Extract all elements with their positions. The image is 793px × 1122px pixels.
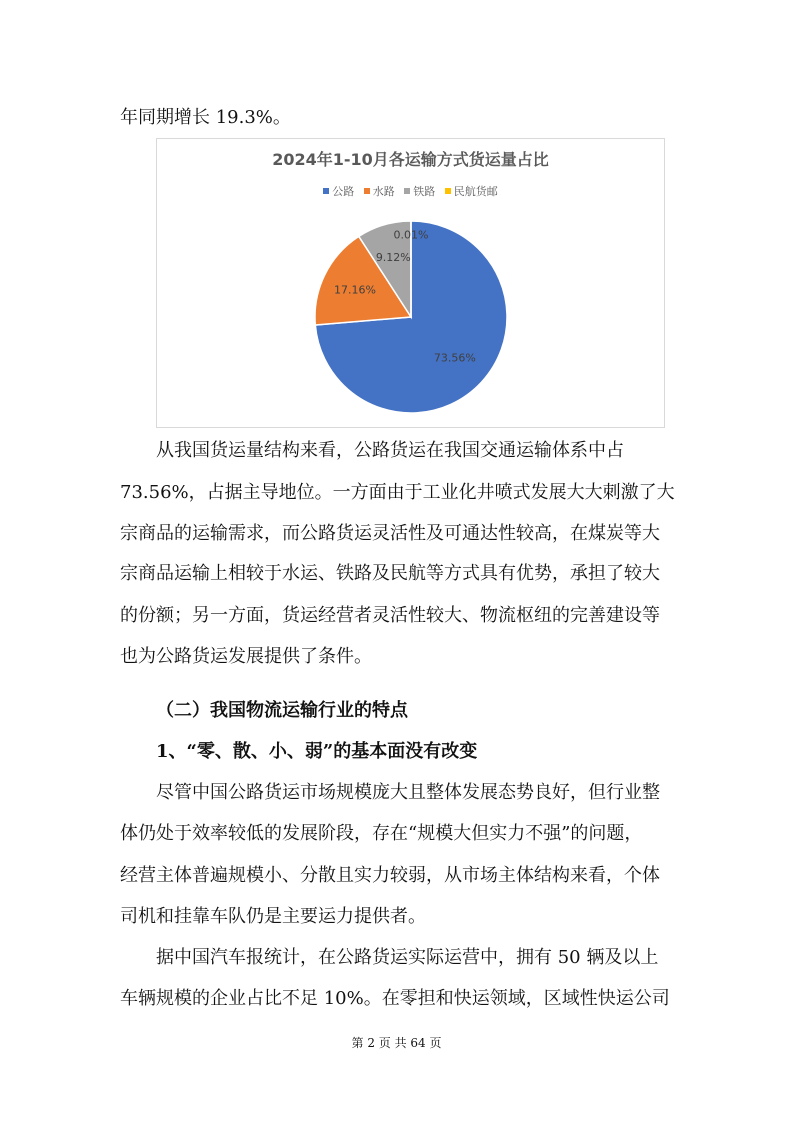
text-line: 车辆规模的企业占比不足 10%。在零担和快运领域，区域性快运公司 <box>120 988 670 1009</box>
subsection-heading: 1、“零、散、小、弱”的基本面没有改变 <box>156 741 478 762</box>
legend-label: 水路 <box>372 185 395 198</box>
pie-data-label: 73.56% <box>433 351 476 365</box>
section-heading: （二）我国物流运输行业的特点 <box>156 700 408 721</box>
text-line: 从我国货运量结构来看，公路货运在我国交通运输体系中占 <box>156 440 624 461</box>
text-line: 也为公路货运发展提供了条件。 <box>120 646 372 667</box>
pie-data-label: 9.12% <box>375 251 411 265</box>
text-line: 宗商品运输上相较于水运、铁路及民航等方式具有优势，承担了较大 <box>120 563 660 584</box>
pie-chart-svg <box>157 139 666 429</box>
legend-label: 铁路 <box>413 185 436 198</box>
text-line: 体仍处于效率较低的发展阶段，存在“规模大但实力不强”的问题， <box>120 823 643 844</box>
page-footer: 第 2 页 共 64 页 <box>351 1036 442 1050</box>
text-line: 的份额；另一方面，货运经营者灵活性较大、物流枢纽的完善建设等 <box>120 605 660 626</box>
pie-chart <box>156 138 665 428</box>
legend-label: 民航货邮 <box>453 185 498 198</box>
text-line: 年同期增长 19.3%。 <box>120 107 291 128</box>
text-line: 经营主体普遍规模小、分散且实力较弱，从市场主体结构来看，个体 <box>120 865 660 886</box>
chart-title: 2024年1-10月各运输方式货运量占比 <box>272 150 549 169</box>
legend-label: 公路 <box>332 185 355 198</box>
pie-data-label: 17.16% <box>334 283 376 297</box>
text-line: 尽管中国公路货运市场规模庞大且整体发展态势良好，但行业整 <box>156 782 660 803</box>
text-line: 司机和挂靠车队仍是主要运力提供者。 <box>120 906 426 927</box>
text-line: 宗商品的运输需求，而公路货运灵活性及可通达性较高，在煤炭等大 <box>120 523 660 544</box>
text-line: 73.56%，占据主导地位。一方面由于工业化井喷式发展大大刺激了大 <box>120 482 675 503</box>
pie-data-label: 0.01% <box>393 228 429 242</box>
text-line: 据中国汽车报统计，在公路货运实际运营中，拥有 50 辆及以上 <box>156 947 659 968</box>
